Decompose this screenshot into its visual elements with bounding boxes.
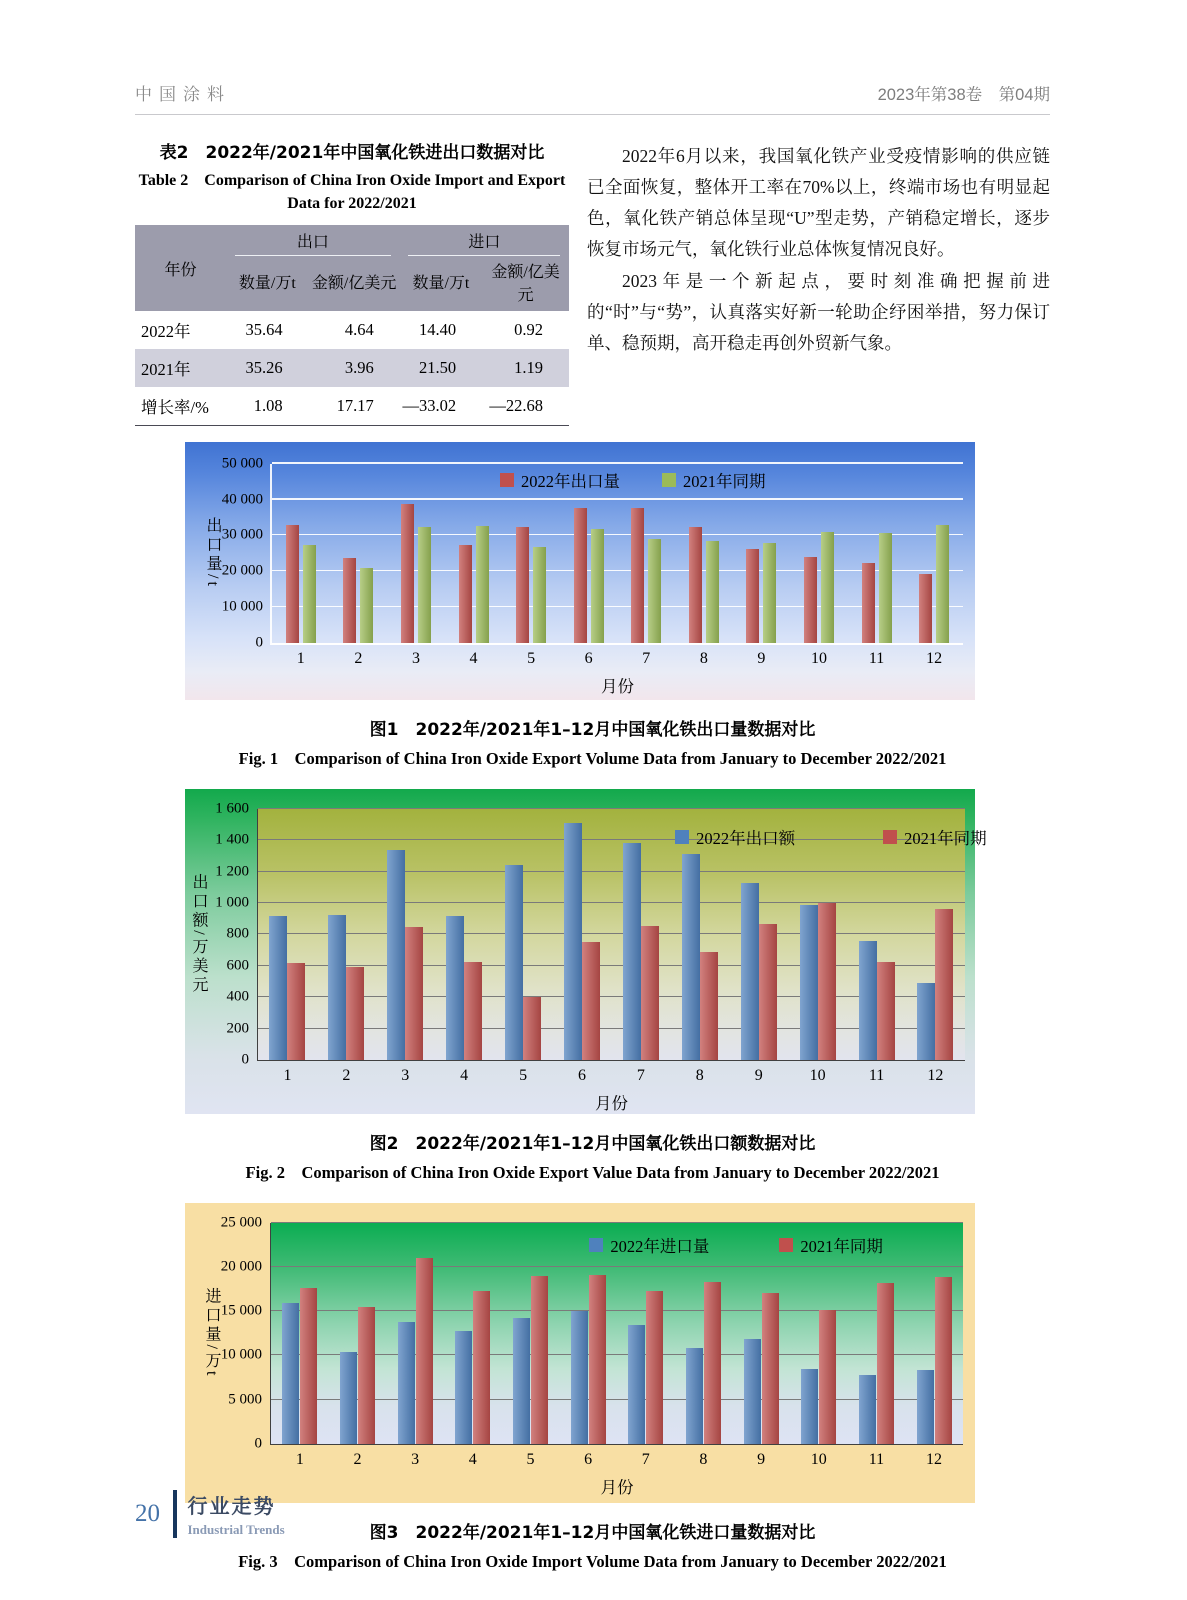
table-header-row	[135, 225, 569, 259]
bar-2022年出口量	[689, 527, 702, 643]
bar-group	[917, 1223, 952, 1468]
bar-2021年同期	[646, 1291, 663, 1444]
bar-2021年同期	[531, 1276, 548, 1444]
x-tick-label: 4	[469, 649, 478, 667]
bar-2021年同期	[821, 532, 834, 643]
subheader-import-qty: 数量/万t	[412, 275, 470, 293]
footer-divider-bar	[173, 1490, 177, 1538]
bar-group	[286, 464, 316, 667]
bar-group	[282, 1223, 317, 1468]
bar-2022年出口额	[682, 854, 700, 1060]
bar-2022年出口额	[800, 905, 818, 1060]
table-column	[135, 141, 569, 426]
figure3-caption-zh: 图3 2022年/2021年1–12月中国氧化铁进口量数据对比	[369, 1522, 816, 1543]
bar-2021年同期	[360, 568, 373, 642]
legend-swatch	[662, 473, 676, 487]
bar-group	[269, 809, 305, 1084]
legend-swatch	[883, 830, 897, 844]
body-paragraph-2: 2023年是一个新起点，要时刻准确把握前进的“时”与“势”，认真落实好新一轮助企纾困举措，努力保订单、稳预期，高开稳走再创外贸新气象。	[587, 270, 1050, 353]
x-tick-label: 1	[283, 1066, 292, 1084]
x-tick-label: 1	[296, 649, 305, 667]
legend-item	[589, 1233, 709, 1257]
y-tick-label: 15 000	[220, 1302, 262, 1319]
bar-2021年同期	[759, 924, 777, 1060]
export-group-header	[226, 225, 400, 259]
bar-2022年进口量	[398, 1322, 415, 1444]
legend-item	[675, 825, 795, 849]
bar-group	[455, 1223, 490, 1468]
row-label: 2022年	[141, 321, 191, 341]
figure-1	[135, 442, 1050, 769]
bar-2021年同期	[589, 1275, 606, 1444]
figure3-chart	[185, 1203, 975, 1503]
bar-2022年进口量	[455, 1331, 472, 1444]
import-group-header	[400, 225, 569, 259]
x-tick-label: 7	[641, 1450, 650, 1468]
table-cell: —33.02	[402, 395, 457, 415]
table-cell: 35.26	[245, 357, 283, 377]
bar-2021年同期	[287, 963, 305, 1059]
y-axis-label: 进口量/万t	[203, 1287, 220, 1379]
bar-2021年同期	[704, 1282, 721, 1444]
x-tick-label: 2	[353, 1450, 362, 1468]
bar-group	[505, 809, 541, 1084]
bar-2021年同期	[762, 1293, 779, 1444]
bar-2021年同期	[648, 539, 661, 642]
bar-group	[564, 809, 600, 1084]
bar-2021年同期	[476, 526, 489, 643]
bar-2022年出口额	[387, 850, 405, 1059]
x-tick-label: 6	[584, 649, 593, 667]
row-label: 2021年	[141, 359, 191, 379]
bar-2022年进口量	[801, 1369, 818, 1444]
bar-2021年同期	[706, 541, 719, 643]
bar-2022年进口量	[282, 1303, 299, 1444]
bar-group	[513, 1223, 548, 1468]
bar-group	[343, 464, 373, 667]
x-tick-label: 10	[810, 1450, 827, 1468]
x-tick-label: 12	[926, 1450, 943, 1468]
bar-2022年出口量	[862, 563, 875, 643]
x-tick-label: 7	[636, 1066, 645, 1084]
legend-label: 2021年同期	[904, 828, 987, 848]
x-axis-label: 月份	[600, 1477, 634, 1497]
bar-2022年出口量	[401, 504, 414, 643]
y-tick-label: 600	[226, 957, 249, 974]
table-row-2022	[135, 311, 569, 349]
table-cell: 1.19	[514, 357, 543, 377]
x-tick-label: 7	[642, 649, 651, 667]
page-header	[135, 80, 1050, 115]
bar-2022年进口量	[628, 1325, 645, 1444]
figure2-plot-area	[190, 800, 987, 1113]
table-cell: 21.50	[419, 357, 457, 377]
table-cell: 4.64	[344, 319, 374, 339]
bar-2021年同期	[935, 1277, 952, 1444]
bar-group	[862, 464, 892, 667]
table-cell: 1.08	[253, 395, 283, 415]
legend-label: 2021年同期	[800, 1236, 883, 1256]
x-tick-label: 8	[695, 1066, 704, 1084]
row-label: 增长率/%	[141, 397, 209, 417]
bar-2021年同期	[300, 1288, 317, 1444]
x-tick-label: 12	[927, 1066, 944, 1084]
year-column-header: 年份	[164, 261, 197, 279]
y-tick-label: 800	[226, 925, 249, 942]
bar-2021年同期	[591, 529, 604, 642]
x-tick-label: 6	[584, 1450, 593, 1468]
table-cell: 3.96	[344, 357, 374, 377]
bar-2021年同期	[763, 543, 776, 643]
x-tick-label: 11	[868, 649, 885, 667]
subheader-export-value: 金额/亿美元	[311, 275, 397, 293]
bar-2022年出口额	[328, 915, 346, 1060]
table-cell: 35.64	[245, 319, 283, 339]
y-tick-label: 0	[241, 1051, 249, 1068]
bar-group	[919, 464, 949, 667]
y-tick-label: 20 000	[220, 1258, 262, 1275]
bar-group	[623, 809, 659, 1084]
bar-2022年出口量	[574, 508, 587, 643]
x-axis-label: 月份	[601, 676, 634, 696]
footer-section-zh: 行业走势	[187, 1494, 276, 1518]
bar-2021年同期	[700, 952, 718, 1060]
body-paragraph-1: 2022年6月以来，我国氧化铁产业受疫情影响的供应链已全面恢复，整体开工率在70%以上，终端市场也有明显起色，氧化铁产销总体呈现“U”型走势，产销稳定增长，逐步恢复市场元气，氧化铁行业总体恢复情况良好。	[587, 146, 1050, 260]
issue-info: 2023年第38卷 第04期	[877, 86, 1050, 104]
table-cell: —22.68	[489, 395, 543, 415]
table-cell: 14.40	[419, 319, 457, 339]
figure3-caption-en: Fig. 3 Comparison of China Iron Oxide Import Volume Data from January to December 2022/2021	[238, 1551, 947, 1571]
table-cell: 0.92	[514, 319, 543, 339]
y-tick-label: 0	[254, 1435, 262, 1452]
y-tick-label: 200	[226, 1020, 249, 1036]
y-tick-label: 400	[226, 988, 249, 1005]
bar-2022年进口量	[917, 1370, 934, 1444]
y-tick-label: 10 000	[221, 598, 263, 615]
chart-legend	[500, 468, 766, 492]
bar-2021年同期	[641, 926, 659, 1060]
legend-item	[779, 1233, 883, 1257]
y-axis-label: 出口量/t	[204, 517, 221, 590]
figure3-plot-area	[203, 1214, 963, 1497]
bar-2021年同期	[582, 942, 600, 1060]
bar-2022年出口量	[343, 558, 356, 643]
x-tick-label: 8	[699, 649, 708, 667]
y-tick-label: 1 400	[215, 831, 249, 848]
legend-swatch	[779, 1238, 793, 1252]
x-axis-label: 月份	[595, 1093, 628, 1113]
x-tick-label: 2	[342, 1066, 351, 1084]
legend-item	[662, 468, 766, 492]
journal-name: 中国涂料	[135, 85, 231, 104]
x-tick-label: 9	[757, 1450, 766, 1468]
bar-2022年出口量	[459, 545, 472, 643]
x-tick-label: 3	[411, 1450, 420, 1468]
x-tick-label: 10	[809, 1066, 826, 1084]
bar-group	[398, 1223, 433, 1468]
bar-2021年同期	[533, 547, 546, 643]
legend-swatch	[589, 1238, 603, 1252]
y-tick-label: 10 000	[220, 1346, 262, 1363]
bar-2022年进口量	[571, 1311, 588, 1444]
y-tick-label: 30 000	[221, 526, 263, 543]
bar-group	[401, 464, 431, 667]
figure2-caption-en: Fig. 2 Comparison of China Iron Oxide Export Value Data from January to December 2022/2021	[245, 1162, 940, 1182]
x-tick-label: 1	[295, 1450, 304, 1468]
chart-legend	[675, 825, 987, 849]
x-tick-label: 11	[868, 1066, 885, 1084]
x-tick-label: 11	[868, 1450, 885, 1468]
footer-section	[188, 1490, 285, 1538]
bar-group	[446, 809, 482, 1084]
bar-2022年进口量	[340, 1352, 357, 1444]
bar-2022年出口额	[859, 941, 877, 1059]
y-tick-label: 5 000	[228, 1391, 262, 1408]
table-caption-zh: 表2 2022年/2021年中国氧化铁进出口数据对比	[159, 143, 545, 163]
bar-2021年同期	[819, 1310, 836, 1443]
bar-2021年同期	[877, 1283, 894, 1444]
table-cell: 17.17	[336, 395, 374, 415]
x-tick-label: 4	[460, 1066, 469, 1084]
figure-2	[135, 789, 1050, 1183]
bar-group	[328, 809, 364, 1084]
y-axis-label: 出口额/万美元	[190, 873, 207, 996]
figure2-chart	[185, 789, 987, 1114]
bar-2021年同期	[303, 545, 316, 643]
bar-group	[340, 1223, 375, 1468]
bar-group	[804, 464, 834, 667]
y-tick-label: 1 000	[215, 894, 249, 911]
figure2-caption-zh: 图2 2022年/2021年1–12月中国氧化铁出口额数据对比	[369, 1133, 816, 1154]
subheader-export-qty: 数量/万t	[238, 275, 296, 293]
legend-label: 2022年出口额	[696, 828, 796, 848]
figure1-caption-en: Fig. 1 Comparison of China Iron Oxide Export Volume Data from January to December 2022/2021	[238, 748, 947, 768]
subheader-import-value: 金额/亿美元	[491, 263, 560, 304]
y-tick-label: 0	[255, 634, 263, 651]
y-tick-label: 1 600	[215, 800, 249, 817]
x-tick-label: 9	[754, 1066, 763, 1084]
bar-2021年同期	[523, 997, 541, 1060]
bar-2022年出口量	[919, 574, 932, 643]
bar-2021年同期	[405, 927, 423, 1060]
x-tick-label: 12	[926, 649, 943, 667]
export-spanner-line	[235, 255, 391, 256]
bar-2022年出口额	[446, 916, 464, 1060]
bar-2021年同期	[935, 909, 953, 1060]
bar-2021年同期	[936, 525, 949, 642]
x-tick-label: 6	[577, 1066, 586, 1084]
import-group-label: 进口	[468, 233, 501, 251]
legend-item	[883, 825, 987, 849]
page-footer	[135, 1490, 285, 1538]
legend-swatch	[500, 473, 514, 487]
import-spanner-line	[408, 255, 560, 256]
chart-legend	[589, 1233, 883, 1257]
bar-2022年进口量	[859, 1375, 876, 1444]
bar-2021年同期	[416, 1258, 433, 1444]
y-tick-label: 25 000	[220, 1214, 262, 1231]
x-tick-label: 9	[757, 649, 766, 667]
x-tick-label: 5	[527, 649, 536, 667]
export-group-label: 出口	[296, 233, 329, 251]
y-tick-label: 40 000	[221, 491, 263, 508]
bar-2021年同期	[473, 1291, 490, 1444]
bar-2021年同期	[358, 1307, 375, 1444]
x-tick-label: 5	[519, 1066, 528, 1084]
x-tick-label: 3	[411, 649, 420, 667]
bar-2022年出口额	[269, 916, 287, 1060]
table-row-2021	[135, 349, 569, 387]
x-tick-label: 5	[526, 1450, 535, 1468]
bar-2021年同期	[346, 967, 364, 1060]
bar-2022年出口额	[741, 883, 759, 1060]
table-row-growth	[135, 387, 569, 426]
bar-2021年同期	[418, 527, 431, 643]
import-export-table	[135, 225, 569, 426]
figure1-caption-zh: 图1 2022年/2021年1–12月中国氧化铁出口量数据对比	[369, 719, 816, 740]
bar-2022年出口量	[631, 508, 644, 643]
y-tick-label: 50 000	[221, 455, 263, 472]
bar-2022年出口额	[505, 865, 523, 1060]
bar-2022年进口量	[686, 1348, 703, 1444]
legend-label: 2022年出口量	[521, 471, 621, 491]
bar-2022年出口额	[564, 823, 582, 1060]
x-tick-label: 4	[468, 1450, 477, 1468]
bar-2022年出口量	[804, 557, 817, 643]
text-column	[587, 141, 1050, 426]
bar-2021年同期	[877, 962, 895, 1060]
bar-2022年出口量	[516, 527, 529, 643]
bar-group	[459, 464, 489, 667]
x-tick-label: 8	[699, 1450, 708, 1468]
bar-group	[387, 809, 423, 1084]
legend-swatch	[675, 830, 689, 844]
bar-2021年同期	[879, 533, 892, 643]
x-tick-label: 2	[354, 649, 363, 667]
table-caption-en: Table 2 Comparison of China Iron Oxide Import and Export Data for 2022/2021	[138, 171, 566, 212]
figure1-chart	[185, 442, 975, 700]
figure1-plot-area	[204, 455, 963, 696]
legend-label: 2021年同期	[683, 471, 766, 491]
bar-2022年进口量	[513, 1318, 530, 1444]
page-number: 20	[135, 1500, 160, 1527]
bar-2022年进口量	[744, 1339, 761, 1444]
y-tick-label: 20 000	[221, 562, 263, 579]
legend-label: 2022年进口量	[610, 1236, 710, 1256]
bar-2022年出口额	[623, 843, 641, 1059]
bar-2021年同期	[464, 962, 482, 1060]
x-tick-label: 10	[810, 649, 827, 667]
bar-2021年同期	[818, 903, 836, 1060]
y-tick-label: 1 200	[215, 863, 249, 880]
footer-section-en: Industrial Trends	[187, 1522, 285, 1537]
top-section	[135, 141, 1050, 426]
bar-2022年出口量	[286, 525, 299, 643]
legend-item	[500, 468, 620, 492]
x-tick-label: 3	[401, 1066, 410, 1084]
bar-2022年出口额	[917, 983, 935, 1060]
bar-2022年出口量	[746, 549, 759, 643]
